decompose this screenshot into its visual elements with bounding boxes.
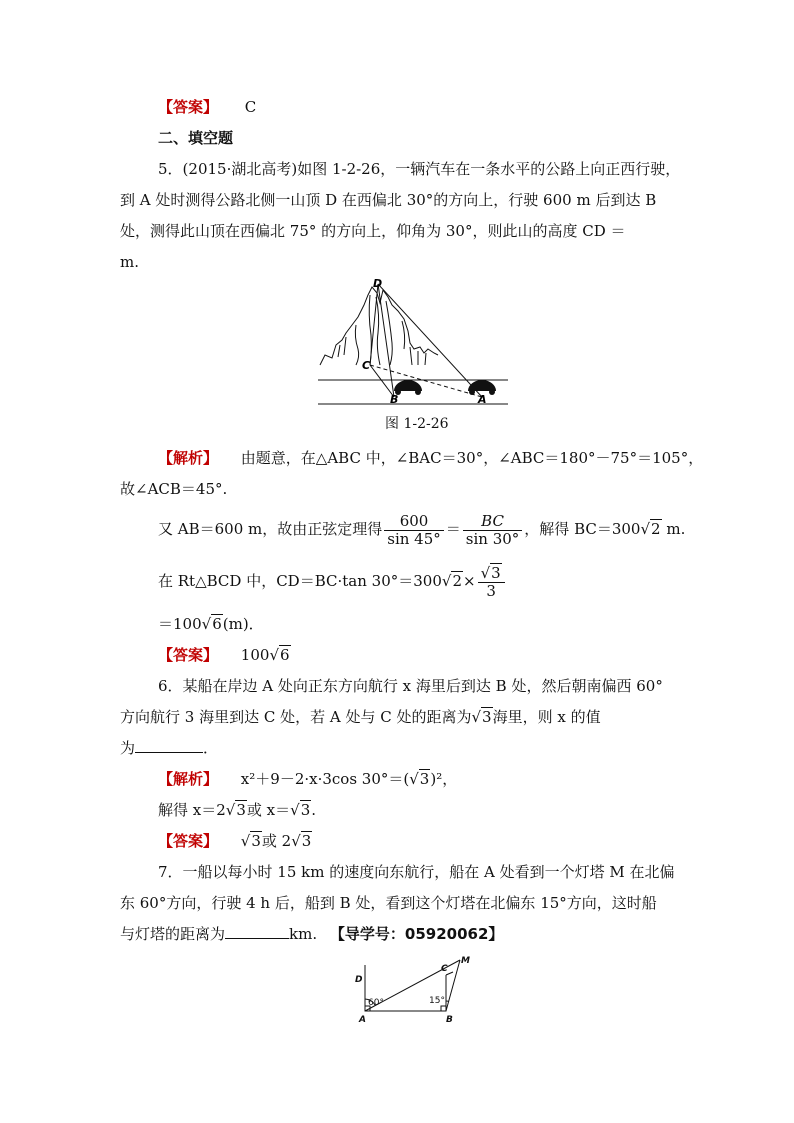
answer-blank[interactable]	[135, 738, 203, 753]
q5-solution-line-3: 又 AB＝600 m，故由正弦定理得 $\frac{600}{\sin 45^\circ}$ ＝ $\frac{BC}{\sin 30^\circ}$ ，解得 BC＝300√2 m.	[158, 511, 686, 548]
q6-line-2: 方向航行 3 海里到达 C 处，若 A 处与 C 处的距离为√3海里，则 x 的值	[120, 708, 601, 726]
label-A: A	[359, 1015, 366, 1025]
q5-line-1: 5．(2015·湖北高考)如图 1-2-26，一辆汽车在一条水平的公路上向正西行驶，	[158, 160, 681, 178]
q5-line-4: m.	[120, 253, 139, 271]
q5-solution-line-5: ＝100√6(m)．	[158, 615, 264, 633]
q5-solution-line-4: 在 Rt△BCD 中，CD＝BC·tan 30°＝300√2× $\frac{√3}{3}$	[158, 562, 507, 600]
answer-blank[interactable]	[225, 924, 289, 939]
fraction-sqrt3-over-3: $\frac{√3}{3}$	[478, 565, 505, 600]
figure-caption: 图 1-2-26	[385, 416, 449, 432]
label-D: D	[373, 277, 383, 290]
mountain-figure	[310, 275, 520, 410]
q5-solution-line-1: 【解析】 由题意，在△ABC 中，∠BAC＝30°，∠ABC＝180°－75°＝105°，	[158, 449, 704, 467]
label-B: B	[446, 1015, 453, 1025]
label-C: C	[441, 964, 448, 974]
angle-15-label: 15°	[429, 996, 445, 1006]
q7-line-2: 东 60°方向，行驶 4 h 后，船到 B 处，看到这个灯塔在北偏东 15°方向，这时船	[120, 894, 657, 912]
label-C: C	[362, 359, 371, 372]
segment-BM	[446, 960, 460, 1011]
angle-60-label: 60°	[368, 998, 384, 1008]
q7-line-3: 与灯塔的距离为 km. 【导学号：05920062】	[120, 925, 504, 943]
q6-solution-line-1: 【解析】 x²＋9－2·x·3cos 30°＝(√3)²，	[158, 770, 458, 788]
fraction-600-sin45: $\frac{600}{\sin 45^\circ}$	[384, 513, 444, 548]
segment-CA	[370, 365, 482, 397]
q6-line-1: 6．某船在岸边 A 处向正东方向航行 x 海里后到达 B 处，然后朝南偏西 60°	[158, 677, 663, 695]
lighthouse-figure	[350, 955, 475, 1025]
q5-line-2: 到 A 处时测得公路北侧一山顶 D 在西偏北 30°的方向上，行驶 600 m 后到达 B	[120, 191, 657, 209]
section-title: 二、填空题	[158, 129, 234, 147]
label-B: B	[390, 393, 399, 406]
q5-answer-line: 【答案】 100√6	[158, 646, 290, 664]
segment-DC	[370, 284, 378, 365]
q4-answer: C	[244, 98, 257, 116]
q5-solution-line-2: 故∠ACB＝45°.	[120, 480, 228, 498]
sqrt-2: √2	[640, 520, 661, 538]
label-D: D	[355, 975, 363, 985]
q6-answer-line: 【答案】 √3或 2√3	[158, 832, 312, 850]
answer-tag: 【答案】	[158, 98, 219, 116]
label-A: A	[478, 393, 487, 406]
q6-line-3: 为 ．	[120, 739, 219, 757]
guide-number: 【导学号：05920062】	[329, 925, 504, 943]
q6-solution-line-2: 解得 x＝2√3或 x＝√3.	[158, 801, 317, 819]
q4-answer-line	[158, 97, 256, 117]
label-M: M	[461, 956, 470, 966]
q5-line-3: 处，测得此山顶在西偏北 75° 的方向上，仰角为 30°，则此山的高度 CD ＝	[120, 222, 626, 240]
analysis-tag: 【解析】	[158, 449, 219, 467]
q7-line-1: 7．一船以每小时 15 km 的速度向东航行，船在 A 处看到一个灯塔 M 在北偏	[158, 863, 675, 881]
fraction-BC-sin30: $\frac{BC}{\sin 30^\circ}$	[463, 513, 523, 548]
